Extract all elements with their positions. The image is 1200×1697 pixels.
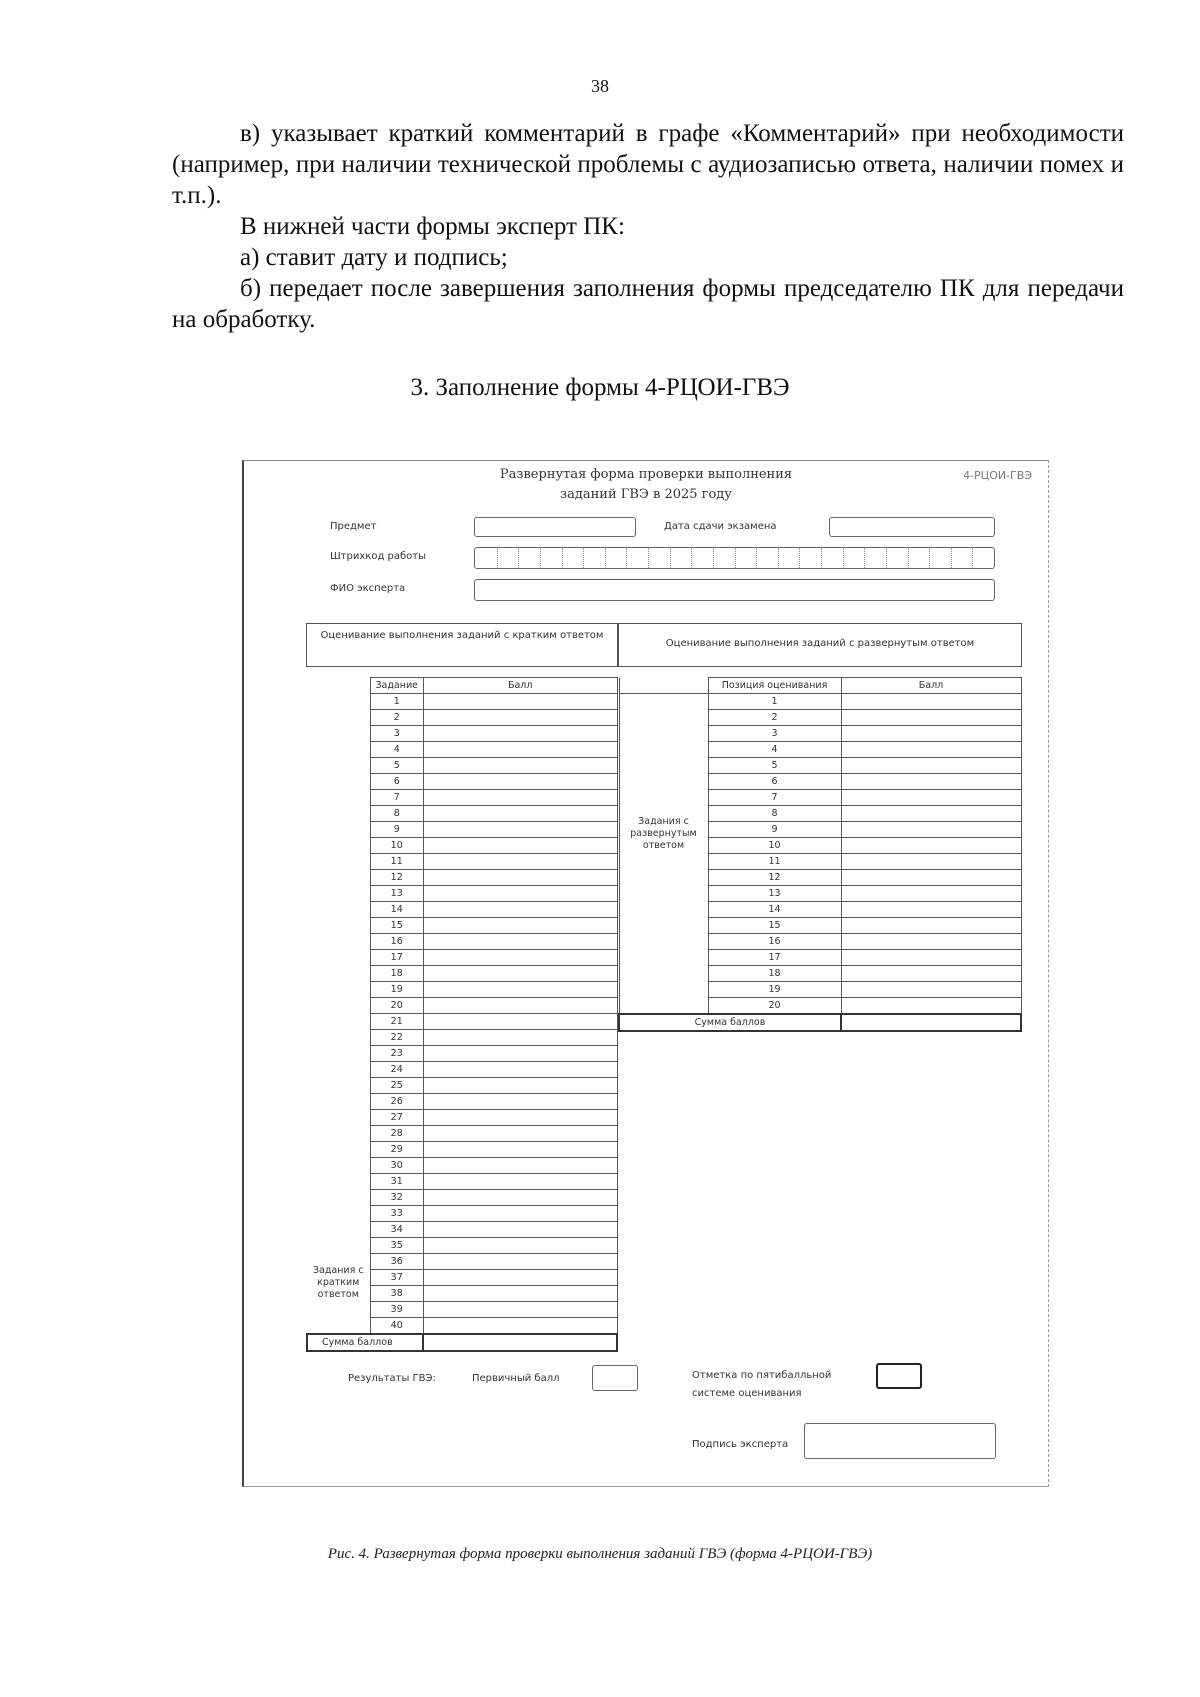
task-number: 1 — [370, 694, 423, 710]
score-cell[interactable] — [423, 982, 617, 998]
task-number: 15 — [370, 918, 423, 934]
short-answer-table — [306, 677, 618, 1352]
score-cell[interactable] — [423, 806, 617, 822]
task-number: 40 — [370, 1318, 423, 1335]
task-number: 10 — [370, 838, 423, 854]
score-cell[interactable] — [423, 822, 617, 838]
position-number: 8 — [708, 806, 841, 822]
task-number: 8 — [370, 806, 423, 822]
task-number: 39 — [370, 1302, 423, 1318]
task-number: 24 — [370, 1062, 423, 1078]
score-cell[interactable] — [841, 918, 1021, 934]
barcode-cell — [735, 548, 736, 568]
position-number: 13 — [708, 886, 841, 902]
task-number: 31 — [370, 1174, 423, 1190]
score-cell[interactable] — [423, 902, 617, 918]
score-cell[interactable] — [423, 1174, 617, 1190]
grade-label — [692, 1367, 831, 1403]
score-cell[interactable] — [423, 710, 617, 726]
long-answer-header: Оценивание выполнения заданий с развернутым ответом — [618, 623, 1022, 667]
task-number: 13 — [370, 886, 423, 902]
score-cell[interactable] — [841, 934, 1021, 950]
score-cell[interactable] — [423, 966, 617, 982]
task-number: 6 — [370, 774, 423, 790]
score-cell[interactable] — [423, 694, 617, 710]
task-number: 12 — [370, 870, 423, 886]
score-cell[interactable] — [841, 806, 1021, 822]
task-number: 35 — [370, 1238, 423, 1254]
score-cell[interactable] — [423, 998, 617, 1014]
score-cell[interactable] — [423, 886, 617, 902]
score-cell[interactable] — [841, 886, 1021, 902]
score-cell[interactable] — [423, 1046, 617, 1062]
task-number: 11 — [370, 854, 423, 870]
barcode-cell — [821, 548, 822, 568]
barcode-cell — [670, 548, 671, 568]
score-cell[interactable] — [841, 966, 1021, 982]
score-cell[interactable] — [841, 950, 1021, 966]
task-number: 20 — [370, 998, 423, 1014]
exam-date-label: Дата сдачи экзамена — [664, 521, 777, 532]
score-cell[interactable] — [423, 758, 617, 774]
task-number: 9 — [370, 822, 423, 838]
score-cell[interactable] — [423, 1126, 617, 1142]
sum-cell[interactable] — [841, 1014, 1021, 1031]
score-cell[interactable] — [423, 742, 617, 758]
position-number: 3 — [708, 726, 841, 742]
column-header-score: Балл — [423, 678, 617, 694]
task-number: 5 — [370, 758, 423, 774]
score-cell[interactable] — [423, 1062, 617, 1078]
barcode-cell — [799, 548, 800, 568]
short-answer-header: Оценивание выполнения заданий с кратким ответом — [306, 623, 618, 667]
task-number: 7 — [370, 790, 423, 806]
column-header-position: Позиция оценивания — [708, 678, 841, 694]
subject-field[interactable] — [474, 517, 636, 537]
task-number: 33 — [370, 1206, 423, 1222]
position-number: 17 — [708, 950, 841, 966]
task-number: 36 — [370, 1254, 423, 1270]
grade-label-line2: системе оценивания — [692, 1388, 802, 1399]
sum-label: Сумма баллов — [619, 1014, 841, 1031]
form-title-line2: заданий ГВЭ в 2025 году — [560, 487, 732, 502]
score-cell[interactable] — [423, 1270, 617, 1286]
position-number: 6 — [708, 774, 841, 790]
task-number: 21 — [370, 1014, 423, 1030]
score-cell[interactable] — [841, 998, 1021, 1015]
score-cell[interactable] — [841, 742, 1021, 758]
form-code: 4-РЦОИ-ГВЭ — [963, 469, 1032, 482]
task-number: 2 — [370, 710, 423, 726]
barcode-cell — [843, 548, 844, 568]
position-number: 16 — [708, 934, 841, 950]
score-cell[interactable] — [841, 726, 1021, 742]
score-cell[interactable] — [841, 854, 1021, 870]
barcode-cell — [778, 548, 779, 568]
barcode-label: Штрихкод работы — [330, 551, 427, 562]
position-number: 12 — [708, 870, 841, 886]
position-number: 18 — [708, 966, 841, 982]
score-cell[interactable] — [841, 790, 1021, 806]
position-number: 4 — [708, 742, 841, 758]
column-header-score: Балл — [841, 678, 1021, 694]
task-number: 14 — [370, 902, 423, 918]
table-row — [619, 694, 1021, 710]
task-number: 19 — [370, 982, 423, 998]
barcode-cell — [562, 548, 563, 568]
score-cell[interactable] — [841, 710, 1021, 726]
paragraph: В нижней части формы эксперт ПК: — [240, 213, 625, 240]
score-cell[interactable] — [423, 854, 617, 870]
task-number: 30 — [370, 1158, 423, 1174]
results-label: Результаты ГВЭ: — [348, 1373, 436, 1384]
task-number: 32 — [370, 1190, 423, 1206]
score-cell[interactable] — [423, 1110, 617, 1126]
score-cell[interactable] — [423, 1206, 617, 1222]
task-number: 23 — [370, 1046, 423, 1062]
grade-field[interactable] — [876, 1363, 922, 1389]
score-cell[interactable] — [423, 1190, 617, 1206]
barcode-cell — [648, 548, 649, 568]
score-cell[interactable] — [423, 1030, 617, 1046]
signature-label: Подпись эксперта — [692, 1439, 789, 1450]
barcode-cell — [540, 548, 541, 568]
task-number: 37 — [370, 1270, 423, 1286]
subject-label: Предмет — [330, 521, 377, 532]
score-cell[interactable] — [423, 1238, 617, 1254]
score-cell[interactable] — [423, 1318, 617, 1335]
score-cell[interactable] — [423, 950, 617, 966]
score-cell[interactable] — [423, 1014, 617, 1030]
section-title: 3. Заполнение формы 4-РЦОИ-ГВЭ — [410, 374, 790, 401]
score-cell[interactable] — [841, 822, 1021, 838]
score-cell[interactable] — [423, 870, 617, 886]
paragraph: в) указывает краткий комментарий в графе «Комментарий» при необходимости (например, при наличии технической проблемы с аудиозаписью ответа, наличии помех и т.п.). — [172, 120, 1124, 209]
score-cell[interactable] — [841, 870, 1021, 886]
score-cell[interactable] — [423, 918, 617, 934]
task-number: 29 — [370, 1142, 423, 1158]
barcode-cell — [908, 548, 909, 568]
score-cell[interactable] — [423, 1142, 617, 1158]
position-number: 15 — [708, 918, 841, 934]
signature-field[interactable] — [804, 1423, 996, 1459]
barcode-cell — [691, 548, 692, 568]
barcode-cell — [518, 548, 519, 568]
blank-cell — [307, 678, 370, 694]
score-cell[interactable] — [423, 1078, 617, 1094]
score-cell[interactable] — [423, 1222, 617, 1238]
barcode-cell — [713, 548, 714, 568]
score-cell[interactable] — [841, 774, 1021, 790]
task-number: 38 — [370, 1286, 423, 1302]
score-cell[interactable] — [841, 838, 1021, 854]
exam-date-field[interactable] — [829, 517, 995, 537]
paragraph: а) ставит дату и подпись; — [240, 244, 508, 271]
expert-name-field[interactable] — [474, 579, 995, 601]
task-number: 3 — [370, 726, 423, 742]
barcode-cell — [886, 548, 887, 568]
score-cell[interactable] — [423, 934, 617, 950]
score-cell[interactable] — [423, 726, 617, 742]
score-cell[interactable] — [841, 982, 1021, 998]
page-number: 38 — [591, 76, 609, 96]
barcode-cell — [583, 548, 584, 568]
position-number: 9 — [708, 822, 841, 838]
figure-caption: Рис. 4. Развернутая форма проверки выполнения заданий ГВЭ (форма 4-РЦОИ-ГВЭ) — [327, 1546, 873, 1562]
task-number: 26 — [370, 1094, 423, 1110]
blank-cell — [619, 678, 708, 694]
barcode-cell — [605, 548, 606, 568]
score-cell[interactable] — [841, 694, 1021, 710]
position-number: 7 — [708, 790, 841, 806]
primary-score-label: Первичный балл — [472, 1373, 560, 1384]
task-number: 16 — [370, 934, 423, 950]
form-title — [244, 465, 1048, 505]
position-number: 1 — [708, 694, 841, 710]
task-number: 22 — [370, 1030, 423, 1046]
long-side-label: Задания с развернутым ответом — [619, 694, 708, 1015]
long-answer-table — [618, 677, 1022, 1032]
form-figure — [242, 460, 1049, 1487]
barcode-cell — [626, 548, 627, 568]
sum-cell[interactable] — [423, 1334, 617, 1351]
sum-label: Сумма баллов — [307, 1334, 423, 1351]
score-cell[interactable] — [423, 790, 617, 806]
score-cell[interactable] — [423, 1254, 617, 1270]
score-cell[interactable] — [423, 774, 617, 790]
form-title-line1: Развернутая форма проверки выполнения — [499, 467, 793, 482]
column-header-task: Задание — [370, 678, 423, 694]
expert-name-label: ФИО эксперта — [330, 583, 406, 594]
barcode-cell — [497, 548, 498, 568]
position-number: 19 — [708, 982, 841, 998]
barcode-cell — [756, 548, 757, 568]
primary-score-field[interactable] — [592, 1365, 638, 1391]
score-cell[interactable] — [423, 1286, 617, 1302]
score-cell[interactable] — [841, 902, 1021, 918]
task-number: 25 — [370, 1078, 423, 1094]
barcode-cell — [929, 548, 930, 568]
barcode-field[interactable] — [474, 547, 995, 569]
task-number: 4 — [370, 742, 423, 758]
grade-label-line1: Отметка по пятибалльной — [692, 1370, 832, 1381]
score-cell[interactable] — [423, 1094, 617, 1110]
score-cell[interactable] — [423, 838, 617, 854]
task-number: 34 — [370, 1222, 423, 1238]
paragraph: б) передает после завершения заполнения формы председателю ПК для передачи на обработку. — [172, 275, 1124, 333]
position-number: 14 — [708, 902, 841, 918]
barcode-cell — [951, 548, 952, 568]
short-side-label: Задания с кратким ответом — [307, 694, 370, 1335]
task-number: 18 — [370, 966, 423, 982]
position-number: 20 — [708, 998, 841, 1015]
score-cell[interactable] — [423, 1302, 617, 1318]
table-row — [307, 694, 617, 710]
position-number: 2 — [708, 710, 841, 726]
task-number: 28 — [370, 1126, 423, 1142]
position-number: 5 — [708, 758, 841, 774]
position-number: 10 — [708, 838, 841, 854]
body-text — [172, 118, 1124, 335]
task-number: 27 — [370, 1110, 423, 1126]
barcode-cell — [864, 548, 865, 568]
position-number: 11 — [708, 854, 841, 870]
barcode-cell — [972, 548, 973, 568]
score-cell[interactable] — [423, 1158, 617, 1174]
score-cell[interactable] — [841, 758, 1021, 774]
task-number: 17 — [370, 950, 423, 966]
